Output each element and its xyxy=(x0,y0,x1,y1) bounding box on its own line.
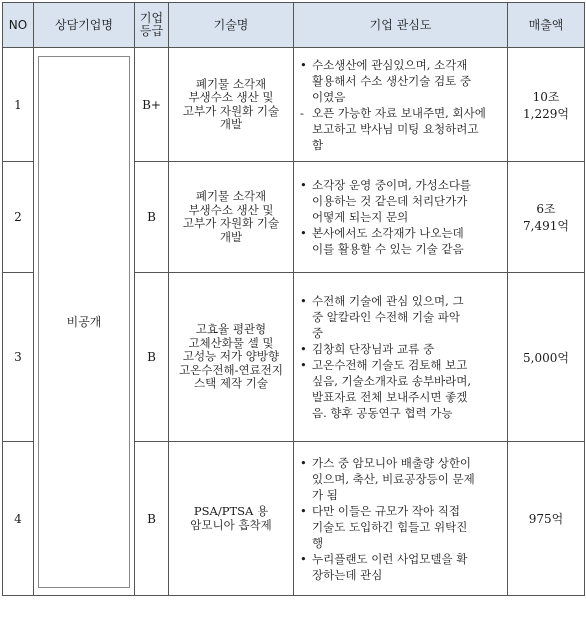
tech-name-line: 스택 제작 기술 xyxy=(194,376,268,391)
consultation-table xyxy=(2,2,585,596)
interest-list xyxy=(298,57,501,153)
header-grade-line: 기업 xyxy=(139,11,164,25)
tech-name-line: 부생수소 생산 및 xyxy=(188,90,274,104)
bullet-marker: • xyxy=(300,178,307,192)
row-number: 4 xyxy=(3,442,34,596)
header-grade xyxy=(135,3,169,48)
sales-amount xyxy=(508,48,585,162)
tech-name-line: 고효율 평관형 xyxy=(195,322,267,337)
tech-name-line: PSA/PTSA 용 xyxy=(193,504,269,518)
interest-line: 음. 향후 공동연구 협력 가능 xyxy=(312,406,453,420)
interest-line: 있으며, 축산, 비료공장등이 문제 xyxy=(312,471,475,486)
interest-line: 오픈 가능한 자료 보내주면, 회사에 xyxy=(312,105,486,120)
interest-item xyxy=(298,341,501,357)
interest-line: 고온수전해 기술도 검토해 보고 xyxy=(312,358,468,372)
header-interest: 기업 관심도 xyxy=(294,3,508,48)
sales-amount xyxy=(508,273,585,442)
interest-line: 가 됨 xyxy=(312,487,338,502)
interest-line: 수전해 기술에 관심 있으며, 그 xyxy=(312,294,464,308)
tech-name-line: 고온수전해-연료전지 xyxy=(179,362,283,377)
interest-line: 이였음 xyxy=(312,89,346,104)
interest-line: 장하는데 관심 xyxy=(312,567,383,582)
table-row xyxy=(3,48,585,162)
bullet-marker: • xyxy=(300,455,307,470)
interest-line: 싶음, 기술소개자료 송부바라며, xyxy=(312,374,472,388)
interest-line: 활용해서 수소 생산기술 검토 중 xyxy=(312,73,472,88)
interest-line: 기술도 도입하긴 힘들고 위탁진 xyxy=(312,519,468,534)
company-grade: B+ xyxy=(135,48,169,162)
interest-line: 김창희 단장님과 교류 중 xyxy=(312,342,435,356)
tech-name-line: 폐기물 소각재 xyxy=(195,189,267,203)
tech-name-line: 부생수소 생산 및 xyxy=(188,202,274,217)
company-interest xyxy=(294,48,508,162)
tech-name-line: 고부가 자원화 기술 xyxy=(182,216,280,230)
interest-item xyxy=(298,455,501,503)
company-interest xyxy=(294,442,508,596)
tech-name-line: 고부가 자원화 기술 xyxy=(182,103,280,118)
company-name: 비공개 xyxy=(66,315,102,329)
interest-line: 이를 활용할 수 있는 기술 같음 xyxy=(312,242,464,256)
header-grade-line: 등급 xyxy=(139,24,164,38)
interest-line: 발표자료 전체 보내주시면 좋겠 xyxy=(312,390,468,404)
interest-item xyxy=(298,503,501,551)
interest-item xyxy=(298,177,501,225)
row-number: 3 xyxy=(3,273,34,442)
sales-line: 1,229억 xyxy=(523,106,569,121)
header-no: NO xyxy=(3,3,34,48)
bullet-marker: • xyxy=(300,342,307,356)
interest-line: 누리플랜도 이런 사업모델을 확 xyxy=(312,551,468,566)
bullet-marker: • xyxy=(300,294,307,308)
interest-line: 소각장 운영 중이며, 가성소다를 xyxy=(312,178,472,192)
company-interest xyxy=(294,162,508,273)
interest-line: 어떻게 되는지 문의 xyxy=(312,210,409,224)
interest-line: 보고하고 박사님 미팅 요청하려고 xyxy=(312,121,479,136)
tech-name-line: 고체산화물 셀 및 xyxy=(188,335,274,350)
interest-item xyxy=(298,57,501,105)
sales-line: 7,491억 xyxy=(523,219,569,233)
company-grade: B xyxy=(135,162,169,273)
interest-line: 중 알칼라인 수전해 기술 파악 xyxy=(312,310,460,324)
interest-item xyxy=(298,293,501,341)
sales-line: 10조 xyxy=(532,89,560,104)
interest-item xyxy=(298,551,501,583)
interest-line: 수소생산에 관심있으며, 소각재 xyxy=(312,57,468,72)
header-tech: 기술명 xyxy=(169,3,294,48)
interest-line: 다만 이들은 규모가 작아 직접 xyxy=(312,503,460,518)
bullet-marker: • xyxy=(300,551,307,566)
bullet-marker: • xyxy=(300,503,307,518)
header-company: 상담기업명 xyxy=(34,3,135,48)
company-grade: B xyxy=(135,273,169,442)
sales-amount xyxy=(508,162,585,273)
tech-name-line: 폐기물 소각재 xyxy=(195,76,267,91)
interest-item xyxy=(298,225,501,257)
company-interest xyxy=(294,273,508,442)
tech-name xyxy=(169,48,294,162)
sales-line: 975억 xyxy=(528,512,564,526)
interest-item xyxy=(298,105,501,153)
company-grade: B xyxy=(135,442,169,596)
interest-list xyxy=(298,177,501,257)
header-sales: 매출액 xyxy=(508,3,585,48)
interest-line: 본사에서도 소각재가 나오는데 xyxy=(312,226,464,240)
tech-name-line: 개발 xyxy=(219,229,243,244)
tech-name xyxy=(169,442,294,596)
row-number: 2 xyxy=(3,162,34,273)
interest-item xyxy=(298,357,501,421)
interest-line: 행 xyxy=(312,535,324,550)
tech-name-line: 고성능 저가 양방향 xyxy=(182,349,280,364)
bullet-marker: • xyxy=(300,226,307,240)
bullet-marker: • xyxy=(300,358,307,372)
sales-amount xyxy=(508,442,585,596)
interest-list xyxy=(298,293,501,421)
company-name-box xyxy=(38,56,130,588)
interest-line: 함 xyxy=(312,137,324,152)
company-name-cell xyxy=(34,48,135,596)
row-number: 1 xyxy=(3,48,34,162)
interest-line: 가스 중 암모니아 배출량 상한이 xyxy=(312,455,472,470)
bullet-marker: • xyxy=(300,57,307,72)
sales-line: 5,000억 xyxy=(523,350,569,365)
tech-name-line: 개발 xyxy=(219,117,243,131)
interest-line: 중 xyxy=(312,326,324,340)
interest-list xyxy=(298,455,501,583)
interest-line: 이용하는 것 같은데 처리단가가 xyxy=(312,194,468,208)
bullet-marker: - xyxy=(300,105,304,120)
tech-name-line: 암모니아 흡착제 xyxy=(190,517,272,532)
tech-name xyxy=(169,273,294,442)
tech-name xyxy=(169,162,294,273)
header-row xyxy=(3,3,585,48)
sales-line: 6조 xyxy=(536,202,556,216)
